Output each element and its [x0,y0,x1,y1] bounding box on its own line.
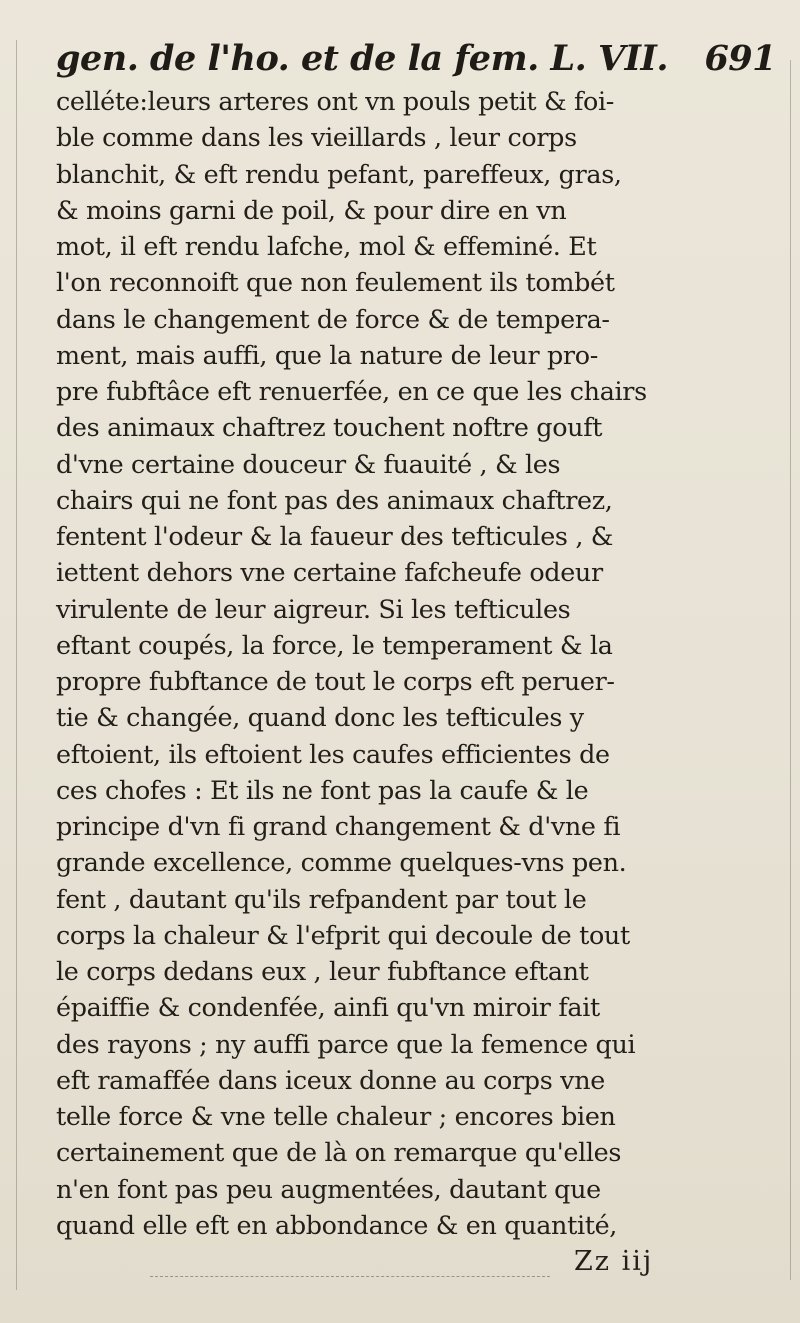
text-line: mot, il eft rendu lafche, mol & effeminé. Et [56,232,597,262]
text-line: propre fubftance de tout le corps eft peruer- [56,667,615,697]
text-line: épaiffie & condenfée, ainfi qu'vn miroir fait [56,993,600,1024]
text-line: pre fubftâce eft renuerfée, en ce que les chairs [56,377,647,407]
text-line: celléte:leurs arteres ont vn pouls petit & foi- [56,87,615,117]
text-line: l'on reconnoift que non feulement ils tombét [56,268,615,299]
body-text [56,84,786,1244]
text-line: dans le changement de force & de tempera- [56,304,610,335]
text-line: eftoient, ils eftoient les caufes efficientes de [56,739,610,770]
text-line: des animaux chaftrez touchent noftre gouft [56,413,603,444]
text-line: chairs qui ne font pas des animaux chaftrez, [56,485,613,516]
text-line: ment, mais auffi, que la nature de leur pro- [56,340,598,371]
footer-rule [150,1276,550,1277]
text-line: tie & changée, quand donc les tefticules y [56,703,584,734]
text-line: & moins garni de poil, & pour dire en vn [56,195,567,226]
text-line: des rayons ; ny auffi parce que la femence qui [56,1029,636,1060]
text-line: principe d'vn fi grand changement & d'vne fi [56,812,621,842]
text-line: ble comme dans les vieillards , leur corps [56,123,577,154]
text-line: grande excellence, comme quelques-vns pen. [56,848,627,879]
text-line: quand elle eft en abbondance & en quantité, [56,1210,618,1241]
text-line: virulente de leur aigreur. Si les tefticules [56,594,571,625]
text-line: eft ramaffée dans iceux donne au corps vne [56,1065,605,1096]
text-line: d'vne certaine douceur & fuauité , & les [56,449,561,480]
signature-mark: Zz iij [574,1246,654,1277]
text-line: certainement que de là on remarque qu'elles [56,1138,622,1169]
page-number: 691 [704,38,776,79]
text-line: telle force & vne telle chaleur ; encores bien [56,1102,616,1132]
text-line: iettent dehors vne certaine fafcheufe odeur [56,558,603,589]
text-line: le corps dedans eux , leur fubftance eftant [56,957,589,987]
text-line: blanchit, & eft rendu pefant, pareffeux, gras, [56,159,622,190]
text-line: ces chofes : Et ils ne font pas la caufe & le [56,775,589,806]
text-line: eftant coupés, la force, le temperament & la [56,630,613,661]
text-line: fentent l'odeur & la faueur des tefticules , & [56,522,614,552]
page-edge-shadow-left [16,40,17,1290]
text-line: fent , dautant qu'ils refpandent par tout le [56,884,587,915]
text-line: n'en font pas peu augmentées, dautant que [56,1174,601,1205]
running-title: gen. de l'ho. et de la fem. L. VII. [56,38,669,79]
text-line: corps la chaleur & l'efprit qui decoule de tout [56,920,630,951]
page-edge-shadow-right [790,60,791,1280]
